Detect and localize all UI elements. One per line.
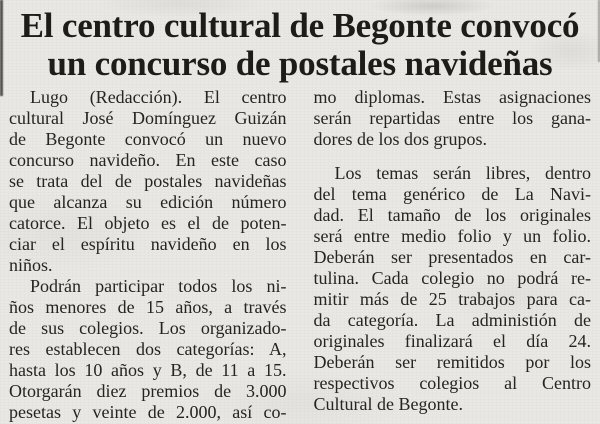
text-line: respectivos colegios al Centro <box>313 373 591 393</box>
text-line: ños menores de 15 años, a través <box>9 297 287 317</box>
text-line: de sus colegios. Los organizado- <box>9 318 287 338</box>
text-line: mitir más de 25 trabajos para ca- <box>313 289 591 309</box>
headline-line-2: un concurso de postales navideñas <box>47 44 553 83</box>
text-line: de Begonte convocó un nuevo <box>9 129 287 149</box>
text-line: Otorgarán diez premios de 3.000 <box>9 381 287 401</box>
text-line: será entre medio folio y un folio. <box>313 226 591 246</box>
text-line: hasta los 10 años y B, de 11 a 15. <box>9 360 287 380</box>
article-body <box>0 83 600 423</box>
text-line: ciar el espíritu navideño en los <box>9 234 287 254</box>
text-line: Deberán ser presentados en car- <box>313 247 591 267</box>
article-column-left <box>9 87 287 423</box>
article-column-right <box>314 87 592 423</box>
text-line: Deberán ser remitidos por los <box>313 352 591 372</box>
text-line: tulina. Cada colegio no podrá re- <box>313 268 591 288</box>
text-line: mo diplomas. Estas asignaciones <box>313 87 591 107</box>
text-line: res establecen dos categorías: A, <box>9 339 287 359</box>
scan-artifact-left-edge <box>0 0 3 96</box>
text-line: Cultural de Begonte. <box>313 394 463 414</box>
text-line: del tema genérico de La Navi- <box>313 184 591 204</box>
headline-line-1: El centro cultural de Begonte convocó <box>20 6 580 45</box>
text-line: que alcanza su edición número <box>9 192 287 212</box>
text-line: pesetas y veinte de 2.000, así co- <box>9 402 287 422</box>
text-line: originales finalizará el día 24. <box>313 331 591 351</box>
text-line: niños. <box>9 255 53 275</box>
text-line: da categoría. La administión de <box>313 310 591 330</box>
text-line: cultural José Domínguez Guizán <box>9 108 287 128</box>
text-line: dad. El tamaño de los originales <box>313 205 591 225</box>
text-line: catorce. El objeto es el de poten- <box>9 213 287 233</box>
text-line: concurso navideño. En este caso <box>9 150 287 170</box>
text-line: Podrán participar todos los ni- <box>30 276 287 296</box>
text-line: serán repartidas entre los gana- <box>313 108 591 128</box>
text-line: dores de los dos grupos. <box>313 129 487 149</box>
text-line: Los temas serán libres, dentro <box>334 163 591 183</box>
text-line: Lugo (Redacción). El centro <box>30 87 287 107</box>
text-line: se trata del de postales navideñas <box>9 171 287 191</box>
article-headline <box>0 0 600 83</box>
